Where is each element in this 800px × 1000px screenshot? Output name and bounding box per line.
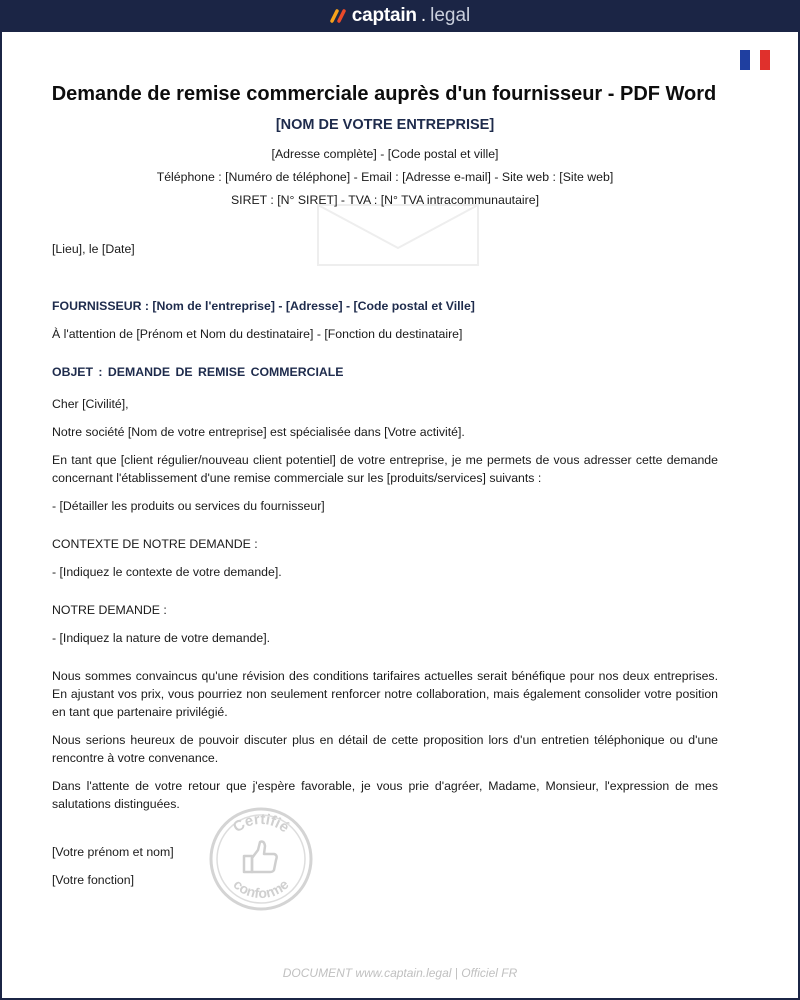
products-item: - [Détailler les produits ou services du fournisseur] bbox=[52, 499, 325, 513]
letter-body bbox=[52, 82, 718, 889]
place-date: [Lieu], le [Date] bbox=[52, 242, 135, 256]
subject-line: OBJET : DEMANDE DE REMISE COMMERCIALE bbox=[52, 365, 344, 379]
request-paragraph: En tant que [client régulier/nouveau client potentiel] de votre entreprise, je me permets de vous adresser cette demande concernant l'établissement d'une remise commerciale sur les [produits/services] suivants : bbox=[52, 453, 718, 485]
stamp-top-text: Certifié bbox=[229, 810, 293, 837]
stamp-bottom-text: conforme bbox=[230, 875, 292, 902]
document-page bbox=[2, 32, 798, 998]
logo-dot: . bbox=[420, 5, 427, 26]
thumbs-up-icon bbox=[244, 842, 277, 873]
conviction-paragraph: Nous sommes convaincus qu'une révision des conditions tarifaires actuelles serait bénéfique pour nos deux entreprises. En ajustant vos prix, vous pourriez non seulement renforcer notre collaboration, mais également consolider votre position en tant que partenaire privilégié. bbox=[52, 669, 718, 719]
top-bar bbox=[0, 0, 800, 32]
french-flag-icon[interactable] bbox=[740, 50, 770, 70]
signature-role: [Votre fonction] bbox=[52, 873, 135, 887]
request-item: - [Indiquez la nature de votre demande]. bbox=[52, 631, 271, 645]
certified-stamp bbox=[208, 806, 314, 912]
context-item: - [Indiquez le contexte de votre demande]. bbox=[52, 565, 282, 579]
signature-name: [Votre prénom et nom] bbox=[52, 845, 174, 859]
attention-line: À l'attention de [Prénom et Nom du destinataire] - [Fonction du destinataire] bbox=[52, 327, 463, 341]
meeting-paragraph: Nous serions heureux de pouvoir discuter plus en détail de cette proposition lors d'un entretien téléphonique ou d'une rencontre à votre convenance. bbox=[52, 733, 718, 765]
document-title: Demande de remise commerciale auprès d'un fournisseur - PDF Word bbox=[51, 83, 717, 105]
document-footer: DOCUMENT www.captain.legal | Officiel FR bbox=[282, 966, 518, 980]
intro-paragraph: Notre société [Nom de votre entreprise] est spécialisée dans [Votre activité]. bbox=[52, 425, 465, 439]
logo-name: captain bbox=[351, 5, 417, 26]
company-siret: SIRET : [N° SIRET] - TVA : [N° TVA intracommunautaire] bbox=[230, 193, 539, 207]
supplier-line: FOURNISSEUR : [Nom de l'entreprise] - [Adresse] - [Code postal et Ville] bbox=[52, 299, 475, 313]
logo-slashes-icon bbox=[330, 9, 348, 23]
company-name: [NOM DE VOTRE ENTREPRISE] bbox=[275, 117, 495, 133]
company-contact: Téléphone : [Numéro de téléphone] - Email : [Adresse e-mail] - Site web : [Site web] bbox=[156, 170, 614, 184]
greeting: Cher [Civilité], bbox=[52, 397, 129, 411]
logo-tld: legal bbox=[430, 5, 471, 26]
request-heading: NOTRE DEMANDE : bbox=[52, 603, 167, 617]
company-address: [Adresse complète] - [Code postal et ville] bbox=[271, 147, 499, 161]
captain-legal-logo[interactable] bbox=[330, 5, 471, 27]
closing-paragraph: Dans l'attente de votre retour que j'espère favorable, je vous prie d'agréer, Madame, Monsieur, l'expression de mes salutations distinguées. bbox=[52, 779, 718, 811]
context-heading: CONTEXTE DE NOTRE DEMANDE : bbox=[52, 537, 258, 551]
